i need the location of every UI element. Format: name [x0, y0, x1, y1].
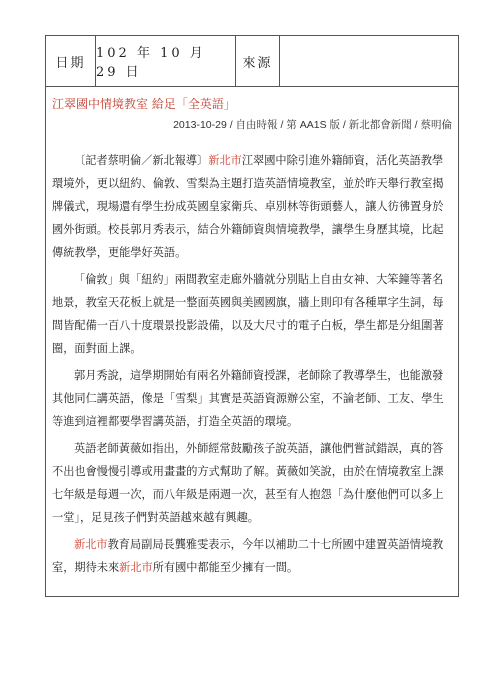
paragraph-5-post: 教育局副局長龔雅雯表示，今年以補助二十七所國中建置英語情境教室，期待未來 [52, 538, 444, 574]
source-value [280, 36, 458, 86]
paragraph-5 [52, 533, 454, 579]
place-highlight: 新北市 [119, 561, 153, 574]
paragraph-3-text: 郭月秀說，這學期開始有兩名外籍師資授課，老師除了教導學生，也能激發其他同仁講英語，像是「雪梨」其實是英語資源辦公室，不論老師、工友、學生等進到這裡都要學習講英語，打造全英語的環境。 [52, 369, 444, 428]
paragraph-4-text: 英語老師黃薇如指出，外師經常鼓勵孩子說英語，讓他們嘗試錯誤，真的答不出也會慢慢引導或用畫畫的方式幫助了解。黃薇如笑說，由於在情境教室上課七年級是每週一次，而八年級是兩週一次，甚至有人抱怨「為什麼他們可以多上一堂」，足見孩子們對英語越來越有興趣。 [52, 442, 444, 524]
article-body [52, 149, 454, 583]
source-label: 來源 [236, 36, 280, 86]
place-highlight: 新北市 [74, 538, 108, 551]
paragraph-1-post: 江翠國中除引進外籍師資，活化英語教學環境外，更以紐約、倫敦、雪梨為主題打造英語情境教室，並於昨天舉行教室揭牌儀式，現場還有學生扮成英國皇家衛兵、卓別林等街頭藝人，讓人彷彿置身於國外街頭。校長郭月秀表示，結合外籍師資與情境教學，讓學生身歷其境，比起傳統教學，更能學好英語。 [52, 154, 444, 259]
paragraph-3 [52, 364, 454, 433]
paragraph-2 [52, 268, 454, 360]
paragraph-1-pre: 〔記者蔡明倫／新北報導〕 [74, 154, 209, 167]
paragraph-4 [52, 437, 454, 529]
article-box [45, 87, 459, 597]
date-value: 102 年 10 月 29 日 [96, 36, 236, 86]
article-headline[interactable]: 江翠國中情境教室 給足「全英語」 [52, 97, 236, 111]
paragraph-1 [52, 149, 454, 264]
place-highlight: 新北市 [208, 154, 242, 167]
paragraph-5-post2: 所有國中都能至少擁有一間。 [152, 561, 299, 574]
paragraph-2-text: 「倫敦」與「紐約」兩間教室走廊外牆就分別貼上自由女神、大笨鐘等著名地景，教室天花板上就是一整面英國與美國國旗，牆上則印有各種單字生詞，每間皆配備一百八十度環景投影設備，以及大尺寸的電子白板，學生都是分組圍著圈，面對面上課。 [52, 273, 444, 355]
article-byline: 2013-10-29 / 自由時報 / 第 AA1S 版 / 新北都會新聞 / 蔡明倫 [173, 119, 452, 131]
header-table [45, 35, 459, 87]
date-label: 日期 [46, 36, 96, 86]
